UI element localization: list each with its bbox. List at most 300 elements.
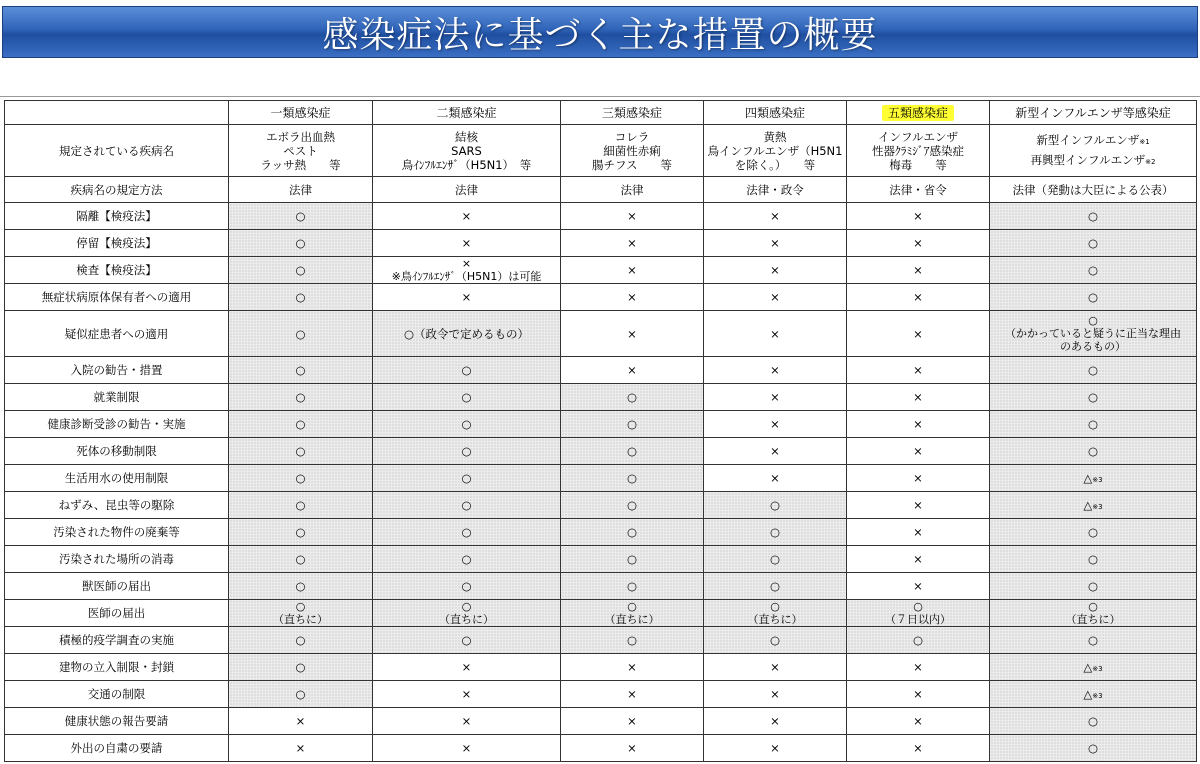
cell-class2 xyxy=(373,492,561,519)
cell-text: ○ xyxy=(626,417,638,431)
cell-class1 xyxy=(229,573,373,600)
cell-class5 xyxy=(847,230,990,257)
cell-text: ○ xyxy=(1087,209,1099,223)
row-label: 汚染された場所の消毒 xyxy=(5,546,229,573)
cell-text: × xyxy=(627,290,637,304)
cell-class3 xyxy=(561,546,704,573)
cell-text: 法律 xyxy=(620,182,644,197)
cell-text: ○ xyxy=(295,600,306,613)
cell-class1 xyxy=(229,411,373,438)
cell-text: × xyxy=(913,741,923,755)
cell-class2 xyxy=(373,438,561,465)
disease-item: 性器ｸﾗﾐｼﾞｱ感染症 xyxy=(872,143,964,158)
cell-class2 xyxy=(373,600,561,627)
cell-new-flu xyxy=(990,600,1197,627)
row-label: 停留【検疫法】 xyxy=(5,230,229,257)
cell-text: ○ xyxy=(295,417,306,431)
cell-class5 xyxy=(847,546,990,573)
cell-text: △ xyxy=(1083,660,1093,674)
cell-text: ○ xyxy=(769,525,781,539)
cell-text: ○ xyxy=(1087,417,1099,431)
cell-class1 xyxy=(229,654,373,681)
cell-class3 xyxy=(561,654,704,681)
cell-class5 xyxy=(847,357,990,384)
row-label: 積極的疫学調査の実施 xyxy=(5,627,229,654)
cell-class1 xyxy=(229,357,373,384)
cell-text: 法律 xyxy=(455,182,478,197)
cell-text: × xyxy=(461,209,472,223)
cell-text: × xyxy=(461,257,472,270)
cell-class3 xyxy=(561,573,704,600)
cell-class5 xyxy=(847,627,990,654)
cell-text: × xyxy=(913,579,923,593)
table-row xyxy=(5,546,1197,573)
cell-text: ○ xyxy=(626,525,638,539)
row-label: 健康状態の報告要請 xyxy=(5,708,229,735)
cell-class2 xyxy=(373,177,561,203)
cell-text: 法律 xyxy=(289,182,312,197)
table-row xyxy=(5,384,1197,411)
cell-text: × xyxy=(913,687,923,701)
cell-text: ○ xyxy=(769,498,781,512)
cell-text: × xyxy=(913,444,923,458)
cell-text: × xyxy=(770,209,780,223)
diseases-row xyxy=(5,125,1197,177)
cell-text: ○ xyxy=(461,579,472,593)
cell-text: ○ xyxy=(295,498,306,512)
cell-class3 xyxy=(561,627,704,654)
row-label: 外出の自粛の要請 xyxy=(5,735,229,762)
cell-text: ○ xyxy=(295,390,306,404)
cell-text: ○ xyxy=(1087,633,1099,647)
cell-text: × xyxy=(295,714,306,728)
cell-text: ○ xyxy=(1087,714,1099,728)
footnote-mark: ※3 xyxy=(1092,692,1103,700)
disease-list-class3 xyxy=(561,125,704,177)
cell-class4 xyxy=(704,284,847,311)
cell-text: × xyxy=(913,209,923,223)
table-row xyxy=(5,311,1197,357)
cell-class5 xyxy=(847,600,990,627)
cell-text: ○ xyxy=(626,552,638,566)
cell-text: ○ xyxy=(1087,525,1099,539)
cell-text: ○ xyxy=(626,471,638,485)
cell-text: × xyxy=(770,471,780,485)
cell-class5 xyxy=(847,438,990,465)
cell-text: × xyxy=(770,390,780,404)
header-corner xyxy=(5,101,229,125)
table-row xyxy=(5,627,1197,654)
cell-text: （直ちに） xyxy=(439,613,494,626)
cell-class5 xyxy=(847,384,990,411)
cell-class3 xyxy=(561,708,704,735)
cell-class5 xyxy=(847,735,990,762)
cell-text: × xyxy=(770,290,780,304)
cell-text: ○ xyxy=(461,363,472,377)
cell-class1 xyxy=(229,230,373,257)
row-label: ねずみ、昆虫等の駆除 xyxy=(5,492,229,519)
cell-text: × xyxy=(913,498,923,512)
cell-class2 xyxy=(373,311,561,357)
cell-text: △ xyxy=(1083,687,1093,701)
cell-text: × xyxy=(627,660,637,674)
disease-item: 細菌性赤痢 xyxy=(603,143,661,158)
cell-class3 xyxy=(561,681,704,708)
cell-text: × xyxy=(913,714,923,728)
disease-item: SARS xyxy=(451,143,482,158)
cell-text: のあるもの） xyxy=(1060,340,1126,353)
cell-class4 xyxy=(704,492,847,519)
cell-text: ○ xyxy=(295,236,306,250)
cell-class3 xyxy=(561,203,704,230)
cell-class2 xyxy=(373,203,561,230)
cell-new-flu xyxy=(990,465,1197,492)
cell-text: ○ xyxy=(295,263,306,277)
cell-text: × xyxy=(627,236,637,250)
cell-text: △ xyxy=(1083,498,1093,512)
cell-class2 xyxy=(373,257,561,284)
cell-text: ○ xyxy=(461,471,472,485)
cell-new-flu xyxy=(990,411,1197,438)
cell-new-flu xyxy=(990,384,1197,411)
cell-text: × xyxy=(913,390,923,404)
cell-class5 xyxy=(847,708,990,735)
header-class1: 一類感染症 xyxy=(229,101,373,125)
table-row xyxy=(5,654,1197,681)
cell-text: × xyxy=(770,236,780,250)
cell-class4 xyxy=(704,600,847,627)
cell-class5 xyxy=(847,203,990,230)
footnote-mark: ※2 xyxy=(1145,157,1156,166)
table-row xyxy=(5,177,1197,203)
cell-text: × xyxy=(913,363,923,377)
page-title: 感染症法に基づく主な措置の概要 xyxy=(322,14,878,56)
cell-text: 法律・省令 xyxy=(889,182,947,197)
cell-text: ○ xyxy=(626,498,638,512)
row-label: 無症状病原体保有者への適用 xyxy=(5,284,229,311)
cell-text: ○ xyxy=(461,444,472,458)
cell-new-flu xyxy=(990,492,1197,519)
cell-text: × xyxy=(461,687,472,701)
cell-text: ○ xyxy=(1087,363,1099,377)
cell-text: （直ちに） xyxy=(1065,613,1121,626)
cell-class4 xyxy=(704,681,847,708)
table-row xyxy=(5,681,1197,708)
footnote-mark: ※1 xyxy=(1139,137,1150,146)
disease-list-class1 xyxy=(229,125,373,177)
cell-class2 xyxy=(373,384,561,411)
header-class2: 二類感染症 xyxy=(373,101,561,125)
table-row xyxy=(5,600,1197,627)
disease-item: エボラ出血熱 xyxy=(266,129,335,144)
table-row xyxy=(5,257,1197,284)
row-label: 建物の立入制限・封鎖 xyxy=(5,654,229,681)
table-row xyxy=(5,203,1197,230)
class5-highlight: 五類感染症 xyxy=(882,105,954,121)
cell-class5 xyxy=(847,492,990,519)
cell-text: ○ xyxy=(295,326,306,341)
cell-class4 xyxy=(704,573,847,600)
cell-text: ○ xyxy=(295,660,306,674)
cell-text: × xyxy=(770,714,780,728)
cell-text: ○ xyxy=(1087,741,1099,755)
cell-class1 xyxy=(229,735,373,762)
title-banner xyxy=(2,6,1198,58)
cell-text: （直ちに） xyxy=(273,613,328,626)
cell-text: ○ xyxy=(1087,579,1099,593)
disease-list-class5 xyxy=(847,125,990,177)
cell-class3 xyxy=(561,519,704,546)
row-label: 疾病名の規定方法 xyxy=(5,177,229,203)
disease-item: 腸チフス 等 xyxy=(591,157,673,172)
disease-item: 黄熱 xyxy=(763,129,787,144)
cell-text: × xyxy=(913,417,923,431)
row-label: 生活用水の使用制限 xyxy=(5,465,229,492)
table-row xyxy=(5,573,1197,600)
cell-class4 xyxy=(704,627,847,654)
cell-class1 xyxy=(229,177,373,203)
row-label: 隔離【検疫法】 xyxy=(5,203,229,230)
cell-text: × xyxy=(913,552,923,566)
cell-class3 xyxy=(561,230,704,257)
cell-text: ○ xyxy=(1087,444,1099,458)
cell-class5 xyxy=(847,177,990,203)
cell-text: ○ xyxy=(626,579,638,593)
cell-text: ○ xyxy=(770,600,780,613)
cell-text: ○ xyxy=(626,444,638,458)
cell-text: × xyxy=(627,263,637,277)
cell-new-flu xyxy=(990,735,1197,762)
header-class5 xyxy=(847,101,990,125)
cell-text: ○ xyxy=(913,600,923,613)
cell-text: ○ xyxy=(461,633,472,647)
table-row xyxy=(5,465,1197,492)
disease-item: インフルエンザ xyxy=(877,129,959,144)
cell-text: × xyxy=(770,263,780,277)
cell-text: ○ xyxy=(295,579,306,593)
cell-class1 xyxy=(229,284,373,311)
cell-class2 xyxy=(373,654,561,681)
cell-text: ○ xyxy=(461,498,472,512)
cell-text: × xyxy=(627,687,637,701)
cell-class2 xyxy=(373,230,561,257)
cell-class4 xyxy=(704,257,847,284)
disease-item: 新型インフルエンザ※1 xyxy=(1036,132,1150,147)
cell-class2 xyxy=(373,284,561,311)
footnote-mark: ※3 xyxy=(1092,476,1103,484)
table-row xyxy=(5,438,1197,465)
table-row xyxy=(5,492,1197,519)
disease-list-class2 xyxy=(373,125,561,177)
table-row xyxy=(5,519,1197,546)
cell-class4 xyxy=(704,203,847,230)
cell-text: ○ xyxy=(626,390,638,404)
cell-class1 xyxy=(229,465,373,492)
cell-class1 xyxy=(229,546,373,573)
cell-text: × xyxy=(295,741,306,755)
table-row xyxy=(5,735,1197,762)
disease-item: 結核 xyxy=(455,129,478,144)
cell-class3 xyxy=(561,384,704,411)
row-label: 入院の勧告・措置 xyxy=(5,357,229,384)
cell-text: × xyxy=(770,687,780,701)
cell-class3 xyxy=(561,735,704,762)
cell-text: ○ xyxy=(1087,263,1099,277)
row-label: 医師の届出 xyxy=(5,600,229,627)
cell-class4 xyxy=(704,465,847,492)
cell-text: ○ xyxy=(627,600,637,613)
cell-class4 xyxy=(704,438,847,465)
cell-text: × xyxy=(913,660,923,674)
cell-text: ○ xyxy=(1087,290,1099,304)
cell-class4 xyxy=(704,230,847,257)
cell-class1 xyxy=(229,519,373,546)
cell-text: ○ xyxy=(1088,600,1098,613)
cell-text: ○ xyxy=(295,687,306,701)
header-class4: 四類感染症 xyxy=(704,101,847,125)
cell-class2 xyxy=(373,627,561,654)
cell-class1 xyxy=(229,438,373,465)
cell-text: × xyxy=(461,741,472,755)
cell-text: × xyxy=(627,363,637,377)
cell-new-flu xyxy=(990,284,1197,311)
cell-text: × xyxy=(770,444,780,458)
cell-class2 xyxy=(373,735,561,762)
cell-text: ○ xyxy=(295,209,306,223)
header-row xyxy=(5,101,1197,125)
disease-item: 再興型インフルエンザ※2 xyxy=(1030,152,1156,167)
cell-class5 xyxy=(847,519,990,546)
cell-text: 法律・政令 xyxy=(746,182,804,197)
cell-class1 xyxy=(229,311,373,357)
row-label: 獣医師の届出 xyxy=(5,573,229,600)
cell-class3 xyxy=(561,357,704,384)
cell-text: × xyxy=(627,209,637,223)
cell-text: ○ xyxy=(461,552,472,566)
cell-text: （直ちに） xyxy=(747,613,803,626)
cell-class3 xyxy=(561,257,704,284)
cell-text: × xyxy=(913,471,923,485)
cell-text: × xyxy=(770,660,780,674)
cell-text: ○ xyxy=(912,633,924,647)
cell-text: ○ xyxy=(769,552,781,566)
cell-text: × xyxy=(913,326,923,341)
cell-class4 xyxy=(704,519,847,546)
cell-class1 xyxy=(229,384,373,411)
cell-class3 xyxy=(561,284,704,311)
cell-class5 xyxy=(847,465,990,492)
divider xyxy=(0,96,1200,97)
row-label: 疑似症患者への適用 xyxy=(5,311,229,357)
cell-text: × xyxy=(461,236,472,250)
cell-new-flu xyxy=(990,546,1197,573)
cell-class4 xyxy=(704,384,847,411)
cell-class1 xyxy=(229,257,373,284)
cell-class5 xyxy=(847,311,990,357)
row-label: 死体の移動制限 xyxy=(5,438,229,465)
cell-new-flu xyxy=(990,654,1197,681)
cell-class5 xyxy=(847,411,990,438)
cell-class2 xyxy=(373,573,561,600)
cell-text: （かかっていると疑うに正当な理由 xyxy=(1005,327,1181,340)
cell-text: ○ xyxy=(295,444,306,458)
cell-class3 xyxy=(561,177,704,203)
cell-text: × xyxy=(461,660,472,674)
cell-class4 xyxy=(704,546,847,573)
cell-class2 xyxy=(373,357,561,384)
cell-class1 xyxy=(229,708,373,735)
cell-new-flu xyxy=(990,708,1197,735)
cell-class5 xyxy=(847,654,990,681)
cell-class1 xyxy=(229,492,373,519)
cell-class4 xyxy=(704,177,847,203)
cell-new-flu xyxy=(990,573,1197,600)
cell-text: ○ xyxy=(626,633,638,647)
cell-class3 xyxy=(561,311,704,357)
cell-text: （直ちに） xyxy=(604,613,660,626)
cell-new-flu xyxy=(990,357,1197,384)
cell-text: × xyxy=(461,714,472,728)
cell-class4 xyxy=(704,411,847,438)
cell-text: ○ xyxy=(461,417,472,431)
cell-text: × xyxy=(627,714,637,728)
cell-text: ○ xyxy=(461,525,472,539)
cell-text: 法律（発動は大臣による公表） xyxy=(1012,182,1174,197)
disease-item: 鳥インフルエンザ（H5N1 xyxy=(707,143,843,158)
cell-text: × xyxy=(770,363,780,377)
cell-class3 xyxy=(561,438,704,465)
cell-class3 xyxy=(561,411,704,438)
cell-class4 xyxy=(704,735,847,762)
cell-new-flu xyxy=(990,438,1197,465)
cell-text: ○ xyxy=(295,552,306,566)
cell-new-flu xyxy=(990,257,1197,284)
cell-text: × xyxy=(913,236,923,250)
cell-class2 xyxy=(373,681,561,708)
row-label: 汚染された物件の廃棄等 xyxy=(5,519,229,546)
row-label: 健康診断受診の勧告・実施 xyxy=(5,411,229,438)
cell-class2 xyxy=(373,465,561,492)
row-label: 検査【検疫法】 xyxy=(5,257,229,284)
cell-class2 xyxy=(373,546,561,573)
cell-text: （７日以内） xyxy=(885,613,951,626)
cell-new-flu xyxy=(990,519,1197,546)
disease-list-new-flu xyxy=(990,125,1197,177)
disease-item: ラッサ熱 等 xyxy=(260,157,341,172)
cell-new-flu xyxy=(990,177,1197,203)
cell-class4 xyxy=(704,357,847,384)
row-label: 交通の制限 xyxy=(5,681,229,708)
cell-class5 xyxy=(847,257,990,284)
disease-item: コレラ xyxy=(614,129,650,144)
table-row xyxy=(5,411,1197,438)
cell-new-flu xyxy=(990,311,1197,357)
table-row xyxy=(5,708,1197,735)
cell-text: ○ xyxy=(295,363,306,377)
cell-text: ○ xyxy=(1087,552,1099,566)
cell-class4 xyxy=(704,311,847,357)
cell-new-flu xyxy=(990,627,1197,654)
disease-item: 梅毒 等 xyxy=(889,157,947,172)
cell-text: ○ xyxy=(1087,236,1099,250)
cell-text: ○ xyxy=(461,600,472,613)
table-row xyxy=(5,230,1197,257)
cell-text: × xyxy=(461,290,472,304)
footnote-mark: ※3 xyxy=(1092,503,1103,511)
disease-item: 鳥ｲﾝﾌﾙｴﾝｻﾞ（H5N1） 等 xyxy=(401,157,532,172)
cell-class1 xyxy=(229,681,373,708)
disease-item: ペスト xyxy=(283,143,318,158)
